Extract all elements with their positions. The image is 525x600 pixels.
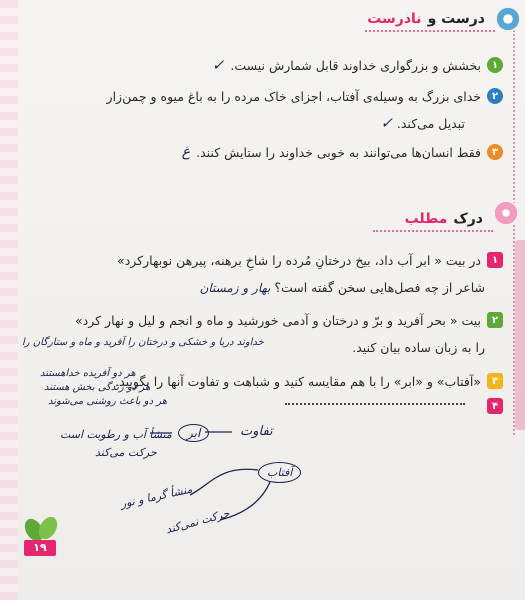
section-title-accent: مطلب: [404, 211, 448, 227]
question-text: بیت « بحر آفرید و برّ و درختان و آدمی خورشید و ماه و انجم و لیل و نهار کرد»: [75, 312, 481, 328]
section-title: درست و: [427, 11, 485, 27]
handwritten-note: حرکت می‌کند: [95, 446, 157, 459]
handwritten-heading: تفاوت: [240, 424, 273, 439]
question-number: ۱: [487, 252, 503, 268]
section-title-accent: نادرست: [367, 11, 422, 27]
handwritten-answer: هر دو آفریده خداهستند: [40, 368, 136, 379]
handwritten-note: منشأ گرما و نور: [119, 482, 194, 511]
question-number: ۲: [487, 88, 503, 104]
leaf-logo-icon: [22, 512, 60, 564]
question-number: ۲: [487, 312, 503, 328]
question-text: در بیت « ابر آب داد، بیخ درختانِ مُرده را شاخِ برهنه، پیرهن نوبهارکرد»: [117, 252, 481, 268]
question-text: خدای بزرگ به وسیله‌ی آفتاب، اجزای خاک مرده را به باغ میوه و چمن‌زار: [106, 88, 481, 104]
question-text: بخشش و بزرگواری خداوند قابل شمارش نیست.: [230, 57, 481, 73]
question-text: را به زبان ساده بیان کنید.: [352, 340, 485, 355]
handwritten-answer: هر دو زندگی بخش هستند: [44, 382, 151, 393]
handwritten-note: منشأ آب و رطوبت است: [60, 428, 172, 441]
section-title: درک: [453, 211, 483, 227]
question-text: «آفتاب» و «ابر» را با هم مقایسه کنید و شباهت و تفاوت آنها را بگویید.: [115, 373, 481, 389]
check-mark: ✓: [380, 114, 393, 132]
question-number: ۴: [487, 398, 503, 414]
question-text: شاعر از چه فصل‌هایی سخن گفته است؟: [274, 280, 485, 295]
handwritten-answer: بهار و زمستان: [199, 281, 271, 295]
handwritten-aftab: آفتاب: [258, 462, 301, 483]
page-number: ۱۹: [24, 540, 56, 556]
question-text: فقط انسان‌ها می‌توانند به خوبی خداوند را ستایش کنند.: [196, 144, 481, 160]
question-text-cont: تبدیل می‌کند.: [396, 116, 465, 131]
handwritten-answer: خداوند دریا و خشکی و درختان را آفرید و ماه و ستارگان را: [22, 337, 264, 348]
check-mark: ✓: [211, 56, 225, 74]
question-number: ۳: [487, 373, 503, 389]
handwritten-note: حرکت نمی‌کند: [164, 506, 231, 537]
false-mark: غ: [181, 144, 191, 160]
question-number: ۳: [487, 144, 503, 160]
question-number: ۱: [487, 57, 503, 73]
handwritten-answer: هر دو باعث روشنی می‌شوند: [48, 396, 168, 407]
handwritten-abr: ابر: [178, 424, 209, 442]
